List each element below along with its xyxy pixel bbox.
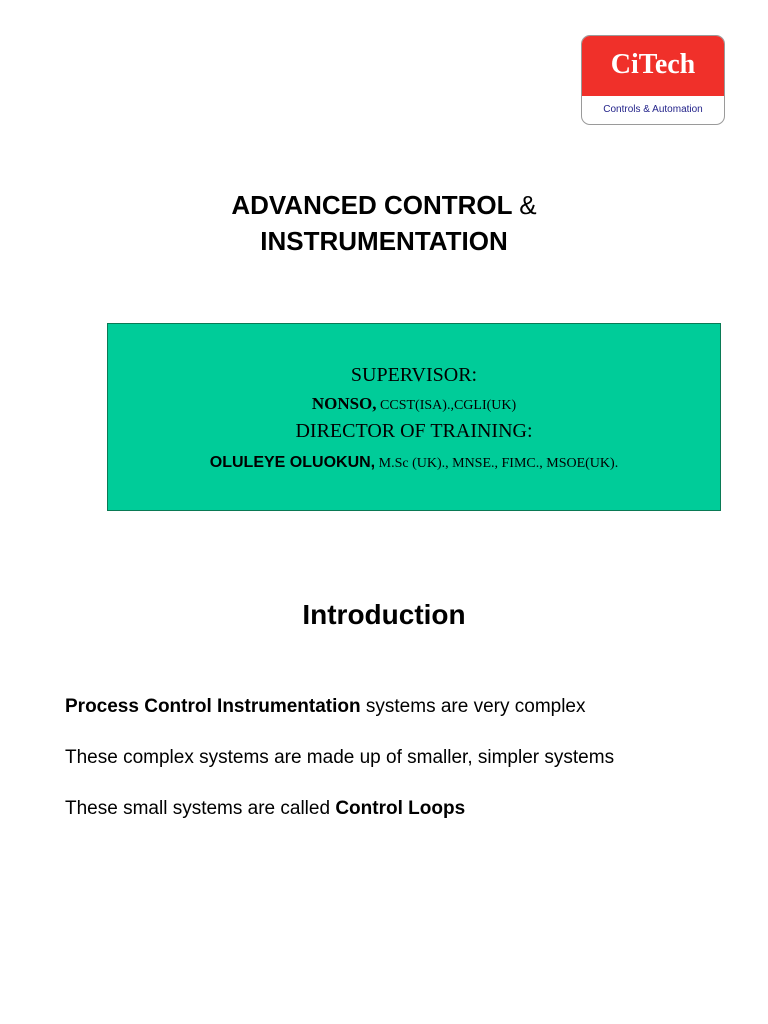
intro-paragraph-1 (65, 694, 586, 720)
slide-title (0, 187, 768, 259)
supervisor-label: SUPERVISOR: (350, 364, 478, 386)
p3-start: These small systems are called (65, 798, 331, 819)
introduction-heading: Introduction (302, 599, 466, 630)
intro-paragraph-2: These complex systems are made up of smaller, simpler systems (65, 747, 615, 768)
credits-box (107, 323, 721, 511)
director-name: OLULEYE OLUOKUN, (209, 454, 376, 471)
title-ampersand: & (519, 190, 537, 220)
p3-bold: Control Loops (335, 798, 466, 819)
title-line-1: ADVANCED CONTROL (231, 190, 513, 220)
title-line-2: INSTRUMENTATION (260, 226, 508, 256)
logo-tagline: Controls & Automation (603, 104, 703, 115)
p1-rest: systems are very complex (365, 696, 586, 717)
p1-bold: Process Control Instrumentation (65, 696, 361, 717)
supervisor-line (108, 394, 720, 416)
citech-logo (581, 35, 725, 125)
director-label: DIRECTOR OF TRAINING: (295, 420, 533, 442)
intro-paragraph-3 (65, 796, 465, 822)
supervisor-credentials: CCST(ISA).,CGLI(UK) (380, 398, 517, 413)
supervisor-name: NONSO, (311, 394, 377, 413)
logo-brand: CiTech (582, 36, 724, 96)
director-credentials: M.Sc (UK)., MNSE., FIMC., MSOE(UK). (378, 456, 619, 471)
director-line (108, 452, 720, 475)
